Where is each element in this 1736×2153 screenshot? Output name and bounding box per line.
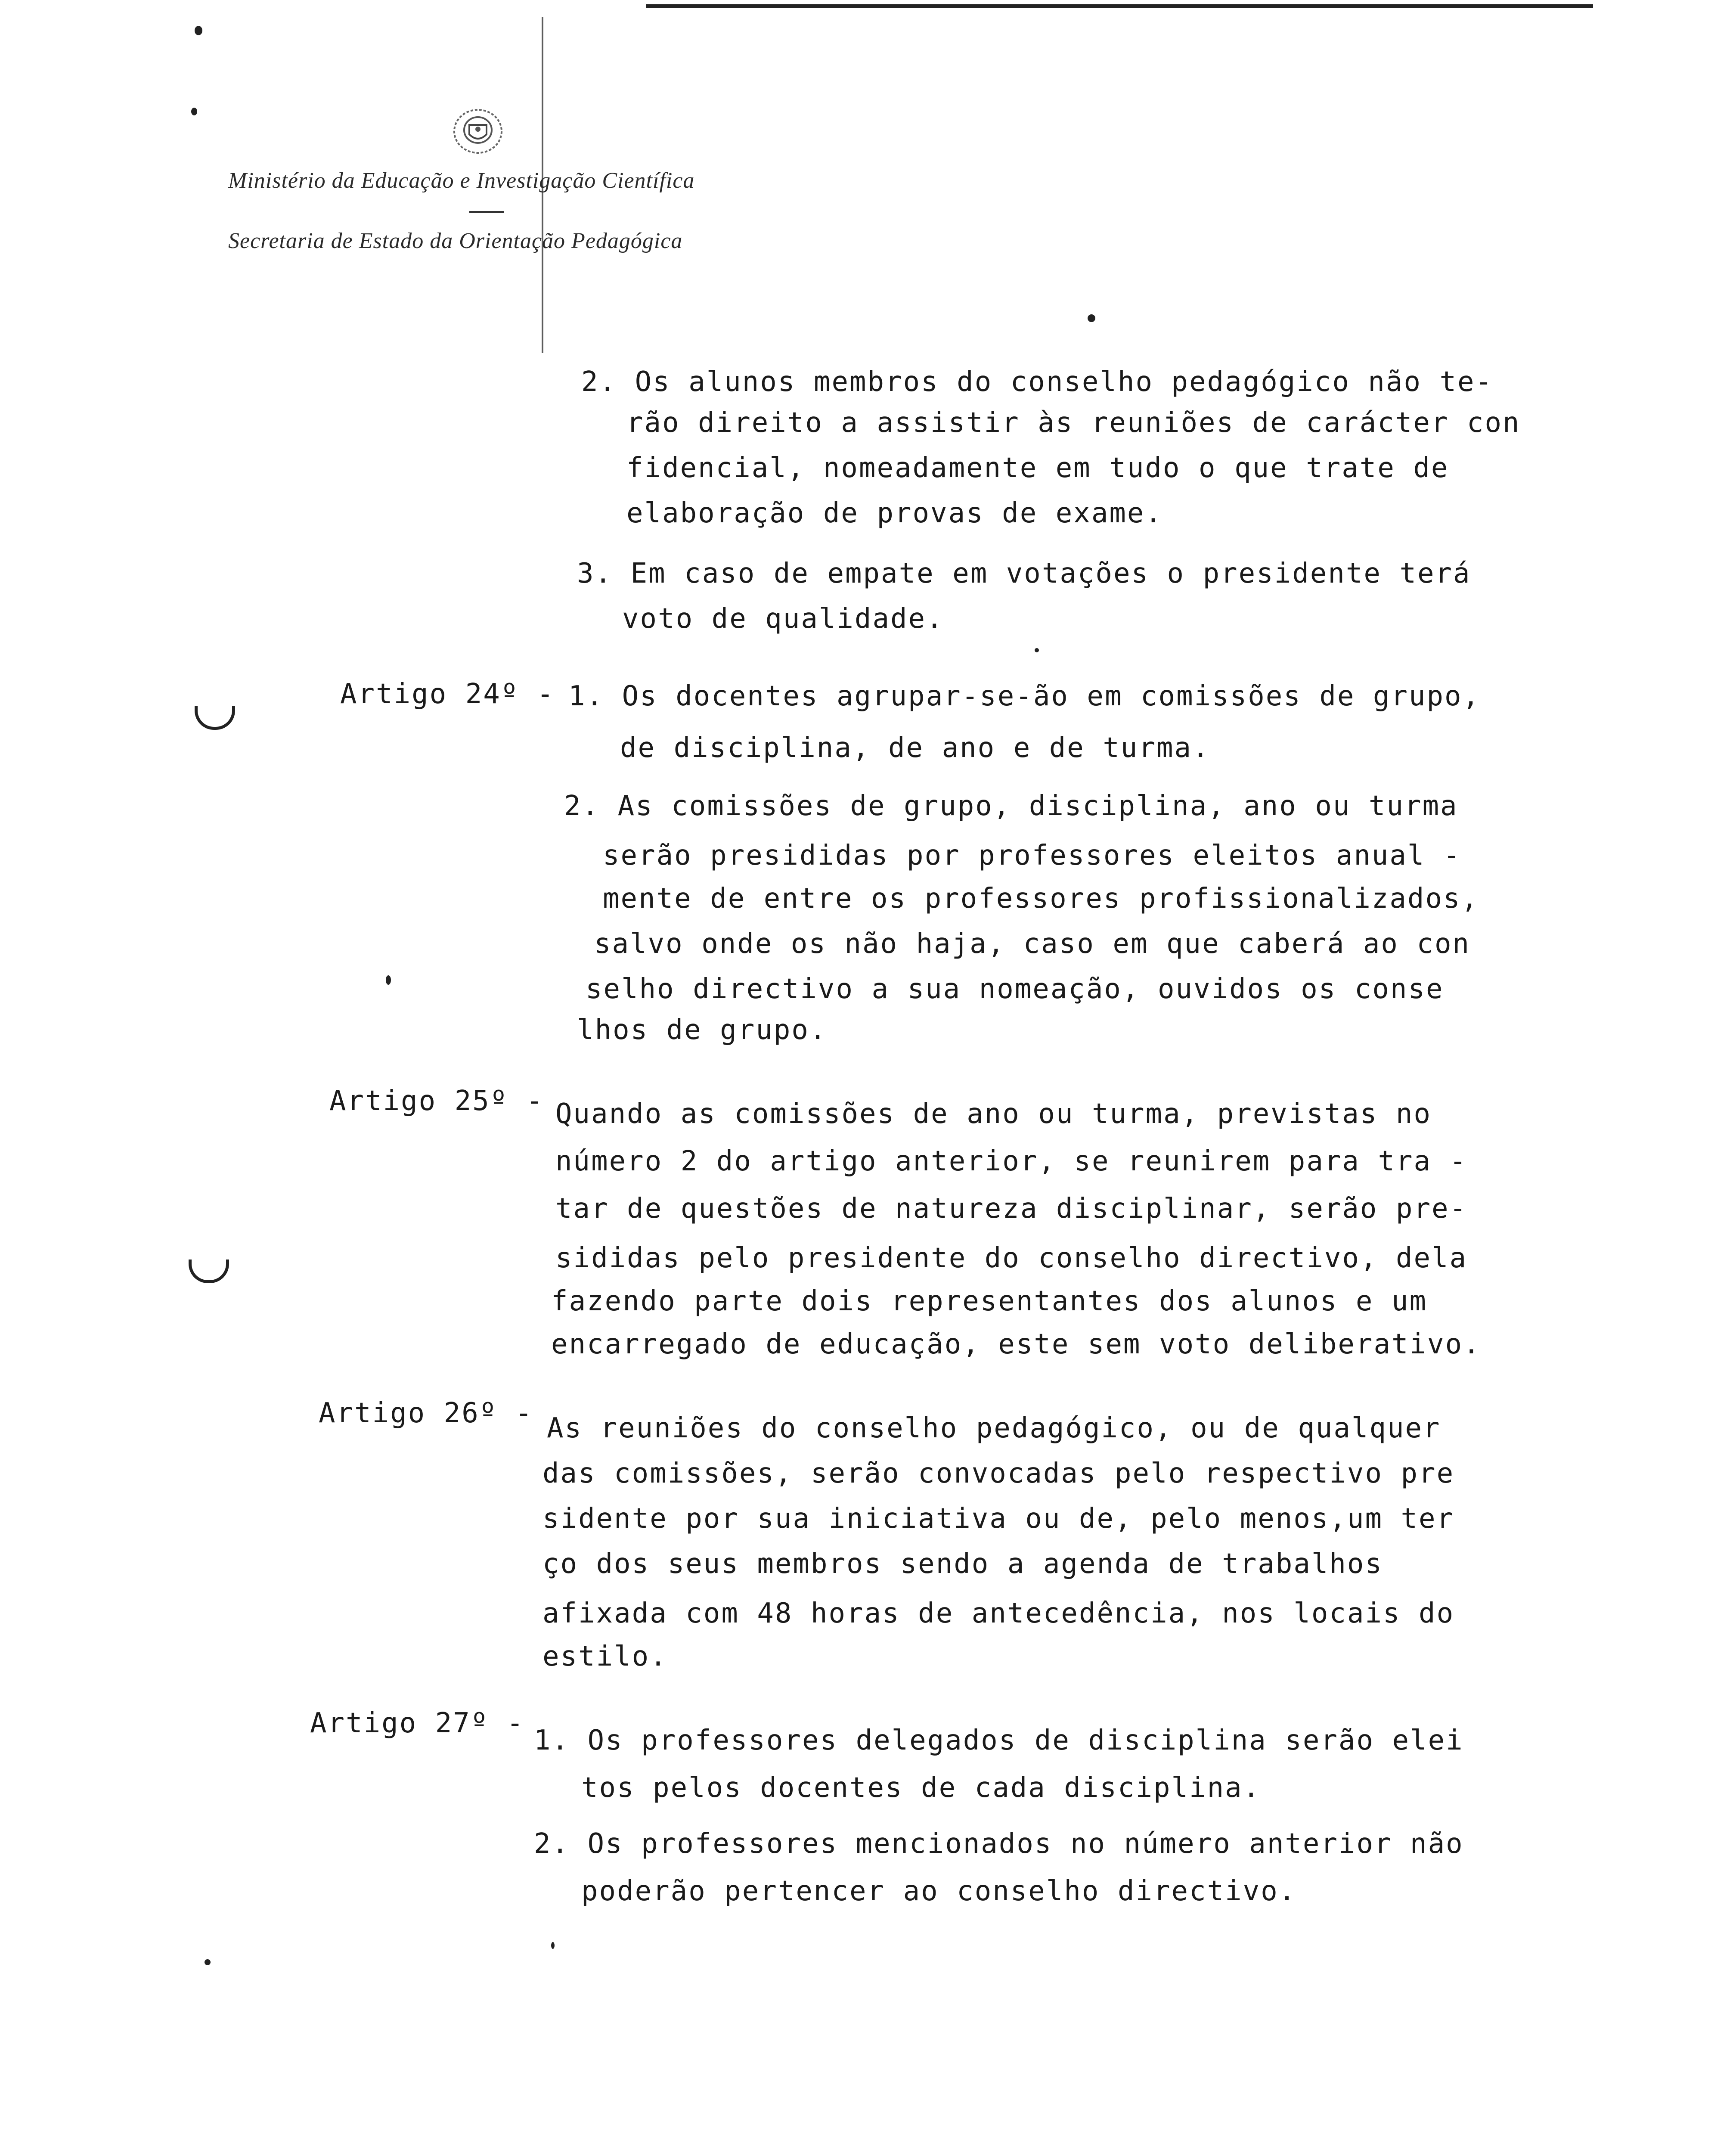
speck <box>1088 314 1095 322</box>
text-line: sididas pelo presidente do conselho directivo, dela <box>555 1242 1468 1274</box>
coat-of-arms-icon <box>446 103 510 159</box>
text-line: ço dos seus membros sendo a agenda de trabalhos <box>542 1548 1383 1580</box>
text-line: mente de entre os professores profissionalizados, <box>603 883 1479 915</box>
text-line: serão presididas por professores eleitos anual - <box>603 840 1461 872</box>
text-line: Quando as comissões de ano ou turma, previstas no <box>555 1098 1432 1130</box>
text-line: salvo onde os não haja, caso em que caberá ao con <box>594 928 1471 960</box>
text-line: de disciplina, de ano e de turma. <box>620 732 1210 764</box>
speck <box>551 1942 555 1949</box>
text-line: número 2 do artigo anterior, se reunirem para tra - <box>555 1145 1468 1177</box>
text-line: fidencial, nomeadamente em tudo o que trate de <box>626 452 1449 484</box>
text-line: encarregado de educação, este sem voto deliberativo. <box>551 1328 1481 1360</box>
text-line: As reuniões do conselho pedagógico, ou de qualquer <box>547 1412 1441 1444</box>
text-line: selho directivo a sua nomeação, ouvidos os conse <box>586 973 1444 1005</box>
text-line: 2. Os professores mencionados no número anterior não <box>534 1828 1464 1860</box>
text-line: sidente por sua iniciativa ou de, pelo menos,um ter <box>542 1503 1455 1535</box>
article-label: Artigo 26º - <box>319 1397 533 1429</box>
text-line: 2. As comissões de grupo, disciplina, ano ou turma <box>564 790 1458 822</box>
ministry-header: Ministério da Educação e Investigação Científica <box>228 168 695 193</box>
text-line: 3. Em caso de empate em votações o presidente terá <box>577 558 1471 589</box>
text-line: 1. Os professores delegados de disciplina serão elei <box>534 1725 1464 1756</box>
text-line: rão direito a assistir às reuniões de carácter con <box>626 407 1521 439</box>
article-label: Artigo 25º - <box>329 1085 544 1117</box>
text-line: fazendo parte dois representantes dos alunos e um <box>551 1285 1428 1317</box>
text-line: 1. Os docentes agrupar-se-ão em comissões de grupo, <box>568 680 1481 712</box>
punch-hole-mark <box>189 1260 229 1283</box>
header-dash <box>469 211 504 213</box>
text-line: 2. Os alunos membros do conselho pedagógico não te- <box>581 366 1494 398</box>
text-line: das comissões, serão convocadas pelo respectivo pre <box>542 1458 1455 1489</box>
article-label: Artigo 24º - <box>340 678 555 710</box>
speck <box>195 26 202 35</box>
speck <box>386 975 391 985</box>
speck <box>205 1959 211 1965</box>
text-line: tos pelos docentes de cada disciplina. <box>581 1772 1261 1804</box>
text-line: estilo. <box>542 1641 668 1672</box>
speck <box>1035 648 1039 652</box>
top-rule <box>646 4 1593 8</box>
text-line: tar de questões de natureza disciplinar, serão pre- <box>555 1193 1468 1225</box>
text-line: elaboração de provas de exame. <box>626 497 1163 529</box>
text-line: voto de qualidade. <box>622 603 944 635</box>
text-line: poderão pertencer ao conselho directivo. <box>581 1875 1297 1907</box>
secretariat-header: Secretaria de Estado da Orientação Pedagógica <box>228 229 683 253</box>
text-line: afixada com 48 horas de antecedência, nos locais do <box>542 1598 1455 1629</box>
text-line: lhos de grupo. <box>577 1014 828 1046</box>
punch-hole-mark <box>195 706 235 730</box>
article-label: Artigo 27º - <box>310 1707 525 1739</box>
speck <box>191 108 197 115</box>
